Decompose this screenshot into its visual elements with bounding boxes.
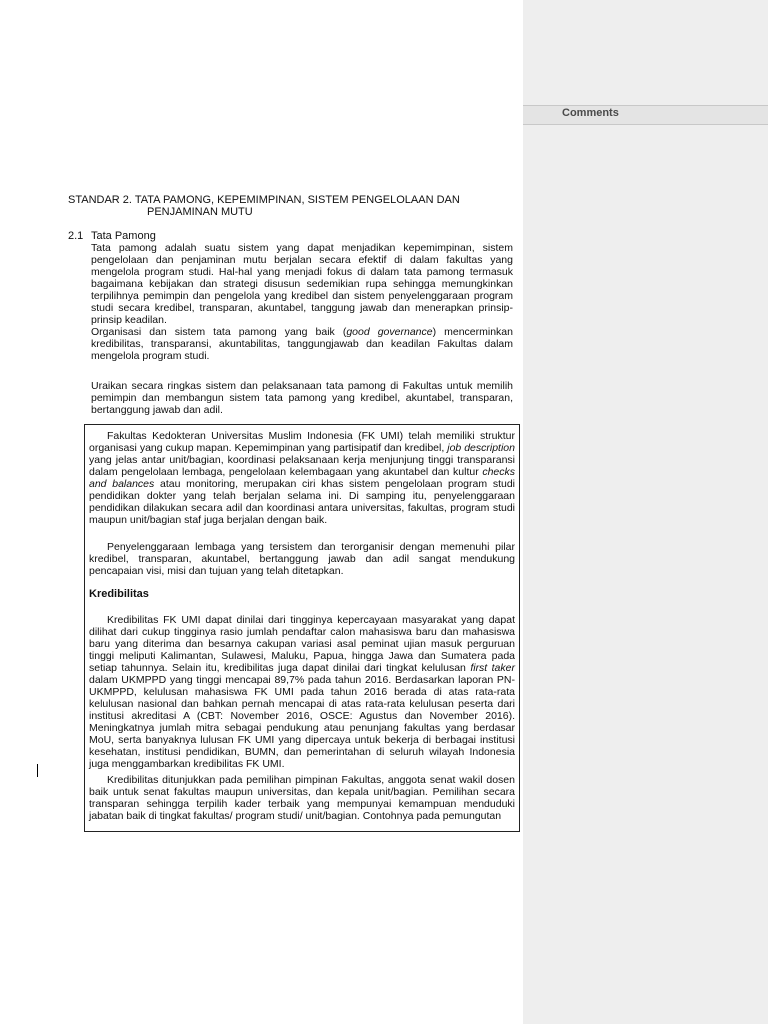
standard-heading-line2: PENJAMINAN MUTU (147, 206, 253, 218)
answer-p1-text-a: Fakultas Kedokteran Universitas Muslim Indonesia (FK UMI) telah memiliki struktur organisasi yang cukup mapan. Kepemimpinan yang partisipatif dan kredibel, (89, 430, 515, 454)
governance-text-1: Organisasi dan sistem tata pamong yang baik ( (91, 326, 347, 338)
answer-box[interactable] (84, 424, 520, 832)
governance-text-2: ) mencerminkan kredibilitas, transparansi, akuntabilitas, tanggungjawab dan keadilan Fakultas dalam mengelola program studi. (91, 326, 513, 362)
answer-p1-text-c: atau monitoring, merupakan ciri khas sistem pengelolaan program studi pendidikan dokter yang telah berjalan selama ini. Di samping itu, penyelenggaraan pendidikan dilakukan secara adil dan koordinasi antara universitas, fakultas, program studi maupun unit/bagian staf juga berjalan dengan baik. (89, 478, 515, 526)
answer-p3-text-b: dalam UKMPPD yang tinggi mencapai 89,7% pada tahun 2016. Berdasarkan laporan PN-UKMPPD, kelulusan mahasiswa FK UMI pada tahun 2016 berada di atas rata-rata kelulusan nasional dan bahkan pernah mencapai di atas rata-rata kelulusan peserta dari institusi akreditasi A (CBT: November 2016, OSCE: Agustus dan November 2016). Meningkatnya jumlah mitra sebagai pendukung atau penunjang fakultas yang berdasar MoU, serta banyaknya lulusan FK UMI yang dipercaya untuk bekerja di berbagai institusi kesehatan, institusi pendidikan, BUMN, dan pemerintahan di seluruh wilayah Indonesia juga menggambarkan kredibilitas FK UMI. (89, 674, 515, 770)
answer-p1-italic-1: job description (447, 442, 515, 454)
intro-paragraph: Tata pamong adalah suatu sistem yang dapat menjadikan kepemimpinan, sistem pengelolaan dan penjaminan mutu berjalan secara efektif di dalam fakultas yang mengelola program studi. Hal-hal yang menjadi fokus di dalam tata pamong termasuk bagaimana kebijakan dan strategi disusun sedemikian rupa sehingga memungkinkan terpilihnya pemimpin dan pengelola yang kredibel dan sistem penyelenggaraan program studi secara kredibel, transparan, akuntabel, tanggung jawab dan menerapkan prinsip-prinsip keadilan. (91, 242, 513, 326)
answer-paragraph-3 (89, 614, 515, 770)
answer-paragraph-4: Kredibilitas ditunjukkan pada pemilihan pimpinan Fakultas, anggota senat wakil dosen baik untuk senat fakultas maupun universitas, dan kepala unit/bagian. Pemilihan secara transparan sehingga terpilih kader terbaik yang mempunyai kemampuan menduduki jabatan baik di tingkat fakultas/ program studi/ unit/bagian. Contohnya pada pemungutan (89, 774, 515, 822)
comment-pane-header (523, 105, 768, 125)
answer-p3-italic: first taker (470, 662, 515, 674)
section-title: Tata Pamong (91, 230, 156, 242)
section-number: 2.1 (68, 230, 84, 242)
standard-heading-line1: STANDAR 2. TATA PAMONG, KEPEMIMPINAN, SISTEM PENGELOLAAN DAN (68, 194, 460, 206)
governance-italic: good governance (346, 326, 433, 338)
answer-p3-text-a: Kredibilitas FK UMI dapat dinilai dari tingginya kepercayaan masyarakat yang dapat dilihat dari cukup tingginya rasio jumlah pendaftar calon mahasiswa baru dan mahasiswa baru yang diterima dan besarnya cakupan variasi asal peminat ujian masuk perguruan tinggi meliputi Kalimantan, Sulawesi, Maluku, Papua, hingga Jawa dan Sumatera pada setiap tahunnya. Selain itu, kredibilitas juga dapat dinilai dari tingkat kelulusan (89, 614, 515, 674)
governance-paragraph (91, 326, 513, 362)
answer-paragraph-1 (89, 430, 515, 526)
answer-p1-text-b: yang jelas antar unit/bagian, koordinasi pelaksanaan kerja menjunjung tinggi transparansi dalam pengelolaan lembaga, pengelolaan kelembagaan yang akuntabel dan kultur (89, 454, 515, 478)
comment-pane[interactable] (523, 0, 768, 1024)
comment-pane-title: Comments (562, 107, 619, 119)
text-cursor (37, 764, 38, 777)
answer-paragraph-2: Penyelenggaraan lembaga yang tersistem dan terorganisir dengan memenuhi pilar kredibel, transparan, akuntabel, bertanggung jawab dan adil sangat mendukung pencapaian visi, misi dan tujuan yang telah ditetapkan. (89, 541, 515, 577)
instruction-paragraph: Uraikan secara ringkas sistem dan pelaksanaan tata pamong di Fakultas untuk memilih pemimpin dan membangun sistem tata pamong yang kredibel, akuntabel, transparan, bertanggung jawab dan adil. (91, 380, 513, 416)
answer-p1-italic-2: checks and balances (89, 466, 515, 490)
kredibilitas-heading: Kredibilitas (89, 588, 149, 600)
